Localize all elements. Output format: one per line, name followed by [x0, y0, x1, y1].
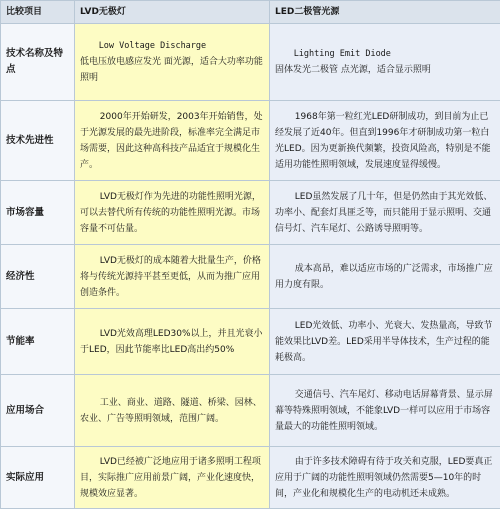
row-label: 节能率 [1, 309, 75, 375]
table-row [1, 447, 500, 509]
header-led: LED二极管光源 [270, 1, 500, 24]
lvd-english-name: Low Voltage Discharge [80, 38, 264, 54]
led-cell: 成本高昂，难以适应市场的广泛需求，市场推广应用力度有限。 [270, 245, 500, 309]
lvd-description: 低电压放电感应发光 面光源，适合大功率功能照明 [80, 54, 264, 86]
led-cell: 1968年第一粒红光LED研制成功，到目前为止已经发展了近40年。但直到1996年才研制成功第一粒白光LED。因为更新换代频繁，投资风险高，特别是不能适用功能性照明领域，发展速度显得缓慢。 [270, 101, 500, 181]
lvd-cell: LVD光效高理LED30%以上，并且光衰小于LED，因此节能率比LED高出约50% [75, 309, 270, 375]
lvd-cell: LVD无极灯的成本随着大批量生产，价格将与传统光源持平甚至更低，从而为推广应用创造条件。 [75, 245, 270, 309]
led-description: 固体发光二极管 点光源，适合显示照明 [275, 62, 495, 78]
header-lvd: LVD无极灯 [75, 1, 270, 24]
row-label: 应用场合 [1, 375, 75, 447]
table-row [1, 181, 500, 245]
row-label: 技术名称及特点 [1, 24, 75, 101]
lvd-cell: LVD无极灯作为先进的功能性照明光源，可以去替代所有传统的功能性照明光源。市场容量不可估量。 [75, 181, 270, 245]
lvd-cell: 2000年开始研发，2003年开始销售，处于光源发展的最先进阶段，标准率完全满足市场需要，因此这种高科技产品适宜于规模化生产。 [75, 101, 270, 181]
table-header-row [1, 1, 500, 24]
table-row [1, 101, 500, 181]
table-row [1, 245, 500, 309]
row-label: 实际应用 [1, 447, 75, 509]
table-row [1, 375, 500, 447]
lvd-cell: LVD已经被广泛地应用于诸多照明工程项目，实际推广应用前景广阔，产业化速度快，规模效应显著。 [75, 447, 270, 509]
lvd-cell [75, 24, 270, 101]
led-english-name: Lighting Emit Diode [275, 46, 495, 62]
row-label: 经济性 [1, 245, 75, 309]
table-row [1, 24, 500, 101]
led-cell: 由于许多技术障碍有待于攻关和克服，LED要真正应用于广阔的功能性照明领域仍然需要5—10年的时间，产业化和规模化生产的电动机还未成熟。 [270, 447, 500, 509]
row-label: 技术先进性 [1, 101, 75, 181]
led-cell: 交通信号、汽车尾灯、移动电话屏幕背景、显示屏幕等特殊照明领域，不能象LVD一样可以应用于市场容量最大的功能性照明领域。 [270, 375, 500, 447]
lvd-cell: 工业、商业、道路、隧道、桥梁、园林、农业、广告等照明领域，范围广阔。 [75, 375, 270, 447]
row-label: 市场容量 [1, 181, 75, 245]
header-compare-item: 比较项目 [1, 1, 75, 24]
table-row [1, 309, 500, 375]
led-cell [270, 24, 500, 101]
led-cell: LED虽然发展了几十年，但是仍然由于其光效低、功率小、配套灯具匪乏等，而只能用于显示照明、交通信号灯、汽车尾灯、公路诱导照明等。 [270, 181, 500, 245]
led-cell: LED光效低、功率小、光衰大、发热量高，导致节能效果比LVD差。LED采用半导体技术，生产过程的能耗极高。 [270, 309, 500, 375]
